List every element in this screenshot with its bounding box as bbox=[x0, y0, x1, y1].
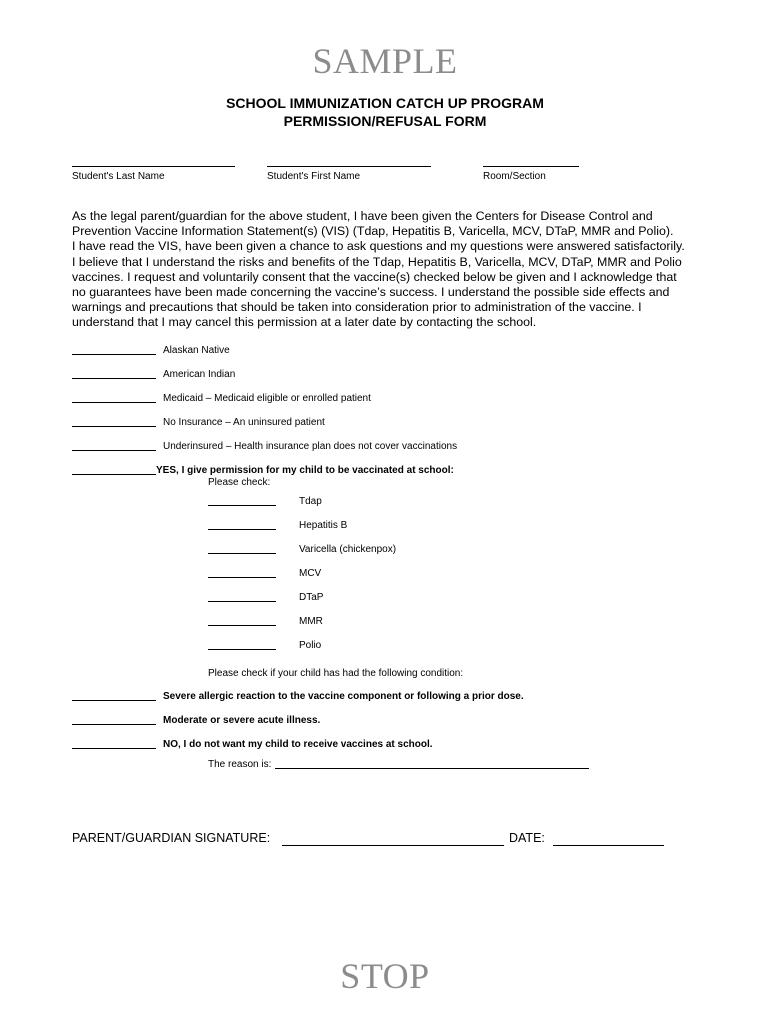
american-indian-checkline[interactable] bbox=[72, 378, 156, 379]
consent-line: vaccines. I request and voluntarily consent that the vaccine(s) checked below be given and I acknowledge that bbox=[72, 269, 677, 284]
vaccine-varicella: Varicella (chickenpox) bbox=[299, 544, 397, 555]
permission-no-checkline[interactable] bbox=[72, 748, 156, 749]
condition-acute-illness: Moderate or severe acute illness. bbox=[163, 715, 321, 726]
room-section-label: Room/Section bbox=[483, 171, 546, 182]
option-american-indian: American Indian bbox=[163, 369, 236, 380]
first-name-field[interactable] bbox=[267, 166, 431, 167]
vaccine-hepatitis-b: Hepatitis B bbox=[299, 520, 348, 531]
room-section-field[interactable] bbox=[483, 166, 579, 167]
option-medicaid: Medicaid – Medicaid eligible or enrolled patient bbox=[163, 393, 371, 404]
permission-no-label: NO, I do not want my child to receive vaccines at school. bbox=[163, 739, 433, 750]
mcv-checkline[interactable] bbox=[208, 577, 276, 578]
mmr-checkline[interactable] bbox=[208, 625, 276, 626]
condition-prompt: Please check if your child has had the following condition: bbox=[208, 668, 464, 679]
sample-watermark: SAMPLE bbox=[312, 41, 458, 81]
option-alaskan-native: Alaskan Native bbox=[163, 345, 230, 356]
option-underinsured: Underinsured – Health insurance plan does not cover vaccinations bbox=[163, 441, 458, 452]
dtap-checkline[interactable] bbox=[208, 601, 276, 602]
consent-line: I have read the VIS, have been given a chance to ask questions and my questions were answered satisfactorily. bbox=[72, 239, 685, 254]
reason-field[interactable] bbox=[275, 768, 589, 769]
reason-label: The reason is: bbox=[208, 759, 272, 770]
tdap-checkline[interactable] bbox=[208, 505, 276, 506]
stop-watermark: STOP bbox=[340, 956, 430, 996]
signature-label: PARENT/GUARDIAN SIGNATURE: bbox=[72, 831, 271, 845]
permission-yes-label: YES, I give permission for my child to be vaccinated at school: bbox=[156, 465, 454, 476]
underinsured-checkline[interactable] bbox=[72, 450, 156, 451]
hepatitis-b-checkline[interactable] bbox=[208, 529, 276, 530]
acute-illness-checkline[interactable] bbox=[72, 724, 156, 725]
alaskan-native-checkline[interactable] bbox=[72, 354, 156, 355]
date-label: DATE: bbox=[509, 831, 545, 845]
vaccine-mmr: MMR bbox=[299, 616, 323, 627]
vaccine-tdap: Tdap bbox=[299, 496, 322, 507]
please-check-label: Please check: bbox=[208, 477, 271, 488]
vaccine-dtap: DTaP bbox=[299, 592, 324, 603]
medicaid-checkline[interactable] bbox=[72, 402, 156, 403]
condition-allergic-reaction: Severe allergic reaction to the vaccine component or following a prior dose. bbox=[163, 691, 524, 702]
no-insurance-checkline[interactable] bbox=[72, 426, 156, 427]
form-title-line1: SCHOOL IMMUNIZATION CATCH UP PROGRAM bbox=[226, 95, 544, 111]
consent-line: Prevention Vaccine Information Statement(s) (VIS) (Tdap, Hepatitis B, Varicella, MCV, DTaP, MMR and Polio). bbox=[72, 224, 674, 239]
last-name-field[interactable] bbox=[72, 166, 235, 167]
consent-line: As the legal parent/guardian for the above student, I have been given the Centers for Disease Control and bbox=[72, 209, 653, 223]
allergic-reaction-checkline[interactable] bbox=[72, 700, 156, 701]
signature-field[interactable] bbox=[282, 845, 504, 846]
consent-line: warnings and precautions that should be taken into consideration prior to administration of the vaccine. I bbox=[72, 300, 642, 315]
date-field[interactable] bbox=[553, 845, 664, 846]
polio-checkline[interactable] bbox=[208, 649, 276, 650]
vaccine-mcv: MCV bbox=[299, 568, 322, 579]
varicella-checkline[interactable] bbox=[208, 553, 276, 554]
form-title-line2: PERMISSION/REFUSAL FORM bbox=[283, 113, 487, 129]
vaccine-polio: Polio bbox=[299, 640, 322, 651]
consent-line: I believe that I understand the risks and benefits of the Tdap, Hepatitis B, Varicella, MCV, DTaP, MMR and Polio bbox=[72, 254, 682, 269]
option-no-insurance: No Insurance – An uninsured patient bbox=[163, 417, 325, 428]
consent-line: no guarantees have been made concerning the vaccine’s success. I understand the possible side effects and bbox=[72, 285, 670, 300]
consent-line: understand that I may cancel this permission at a later date by contacting the school. bbox=[72, 315, 537, 330]
first-name-label: Student's First Name bbox=[267, 171, 361, 182]
permission-yes-checkline[interactable] bbox=[72, 474, 156, 475]
last-name-label: Student's Last Name bbox=[72, 171, 165, 182]
consent-paragraph bbox=[72, 209, 712, 331]
